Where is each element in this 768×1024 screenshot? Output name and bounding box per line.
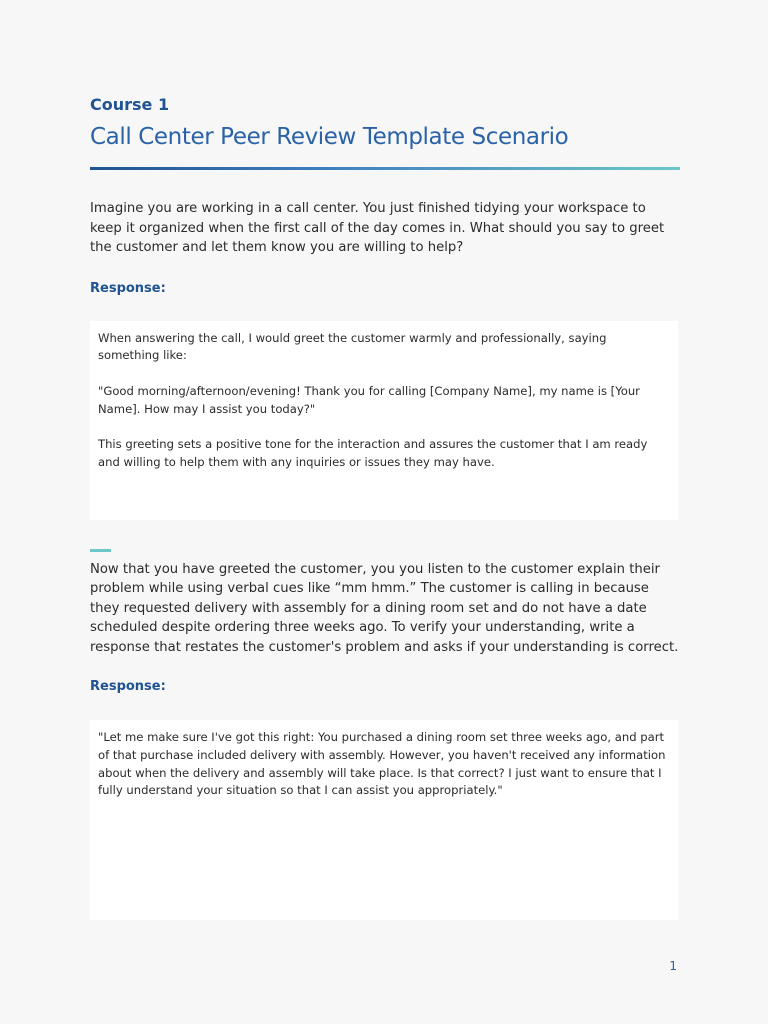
response-label-1: Response: <box>90 280 166 296</box>
scenario-prompt-2: Now that you have greeted the customer, you you listen to the customer explain their problem while using verbal cues like “mm hmm.” The customer is calling in because they requested delivery with assembly for a dining room set and do not have a date scheduled despite ordering three weeks ago. To verify your understanding, write a response that restates the customer's problem and asks if your understanding is correct. <box>90 561 679 655</box>
course-label: Course 1 <box>90 95 170 114</box>
response-1-paragraph: "Good morning/afternoon/evening! Thank you for calling [Company Name], my name is [Your Name]. How may I assist you today?" <box>98 383 640 416</box>
document-page <box>90 93 680 920</box>
response-box-2[interactable] <box>90 720 678 920</box>
response-box-1[interactable] <box>90 321 678 520</box>
page-number: 1 <box>669 959 677 973</box>
response-1-paragraph: When answering the call, I would greet the customer warmly and professionally, saying something like: <box>98 330 607 363</box>
document-title: Call Center Peer Review Template Scenario <box>90 124 569 150</box>
response-label-2: Response: <box>90 679 166 694</box>
response-1-paragraph: This greeting sets a positive tone for the interaction and assures the customer that I am ready and willing to help them with any inquiries or issues they may have. <box>98 437 648 470</box>
scenario-prompt-1: Imagine you are working in a call center. You just finished tidying your workspace to keep it organized when the first call of the day comes in. What should you say to greet the customer and let them know you are willing to help? <box>90 201 665 255</box>
title-underline <box>90 167 680 170</box>
section-divider-dash <box>90 549 111 552</box>
response-2-paragraph: "Let me make sure I've got this right: You purchased a dining room set three weeks ago, and part of that purchase included delivery with assembly. However, you haven't received any information about when the delivery and assembly will take place. Is that correct? I just want to ensure that I fully understand your situation so that I can assist you appropriately." <box>98 730 666 798</box>
